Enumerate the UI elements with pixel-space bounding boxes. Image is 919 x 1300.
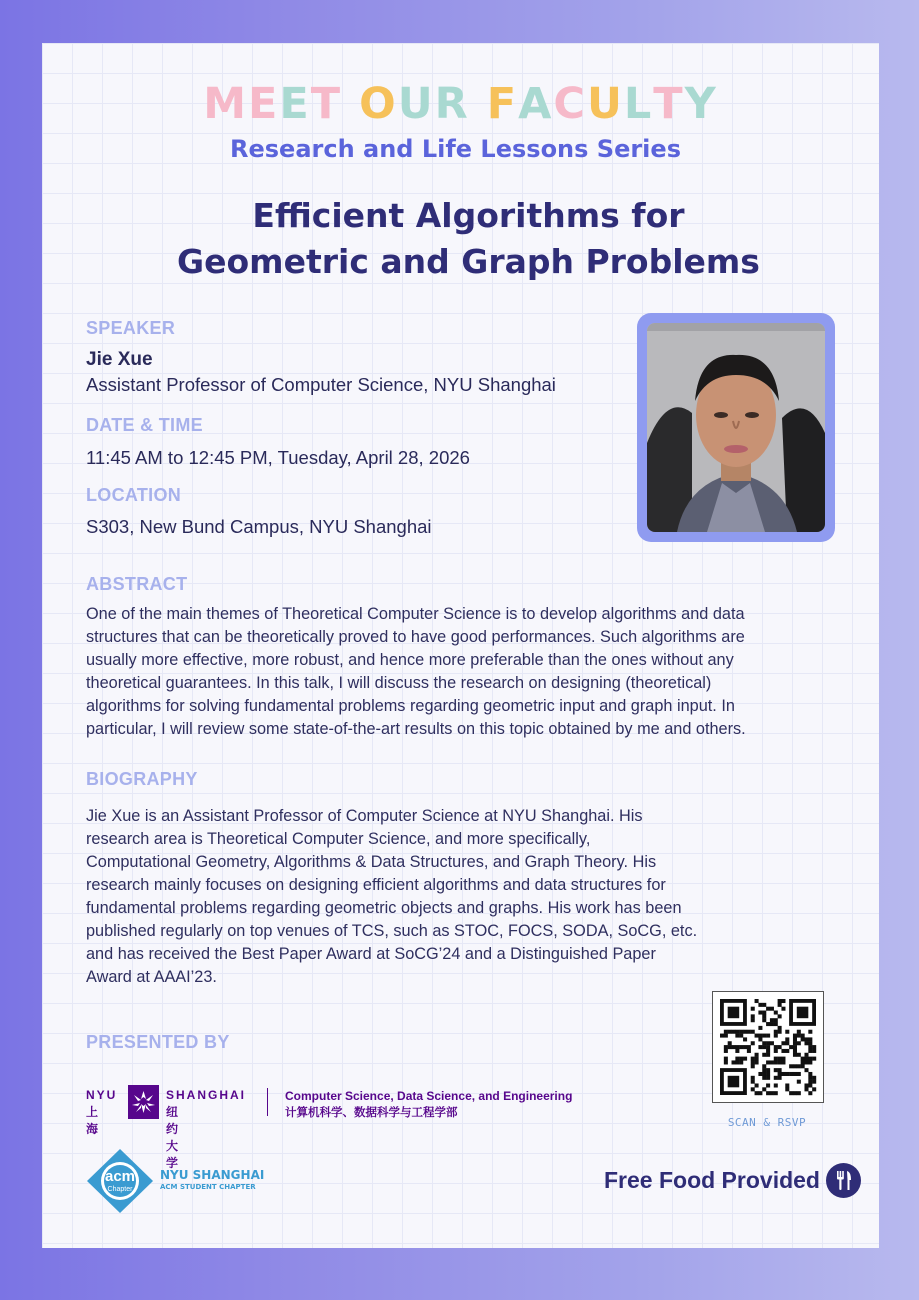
shanghai-wordmark: SHANGHAI <box>166 1088 247 1102</box>
datetime-label: DATE & TIME <box>86 415 203 435</box>
speaker-label: SPEAKER <box>86 318 176 338</box>
headline-letter: Y <box>684 79 718 129</box>
headline-letter <box>470 79 487 129</box>
nyu-wordmark-cn: 上海 <box>86 1105 101 1136</box>
department-name: Computer Science, Data Science, and Engineering <box>285 1089 573 1103</box>
headline-letter <box>342 79 359 129</box>
biography-line: research area is Theoretical Computer Science, and more specifically, <box>86 830 591 848</box>
abstract-text <box>86 603 806 741</box>
shanghai-wordmark-cn: 纽 约 大 学 <box>166 1105 180 1170</box>
free-food-text: Free Food Provided <box>604 1167 820 1193</box>
headline-letter: E <box>248 79 280 129</box>
abstract-line: particular, I will review some state-of-the-art results on this topic obtained by me and others. <box>86 720 746 738</box>
location-value: S303, New Bund Campus, NYU Shanghai <box>86 516 432 537</box>
department-name-cn: 计算机科学、数据科学与工程学部 <box>285 1105 458 1119</box>
headline-letter: A <box>518 79 554 129</box>
biography-line: and has received the Best Paper Award at SoCG’24 and a Distinguished Paper <box>86 945 656 963</box>
speaker-photo <box>647 323 825 532</box>
speaker-photo-frame <box>637 313 835 542</box>
location-label: LOCATION <box>86 485 182 505</box>
acm-chapter-subname: ACM STUDENT CHAPTER <box>160 1183 256 1191</box>
headline-letter: T <box>310 79 343 129</box>
headline-letter: U <box>586 79 624 129</box>
presented-by-label: PRESENTED BY <box>86 1032 230 1052</box>
poster-sheet <box>42 43 879 1248</box>
biography-line: published regularly on top venues of TCS, such as STOC, FOCS, SODA, SoCG, etc. <box>86 922 698 940</box>
headline-letter: F <box>486 79 519 129</box>
headline-letter: E <box>279 79 311 129</box>
speaker-affiliation: Assistant Professor of Computer Science, NYU Shanghai <box>86 374 556 395</box>
talk-title-line-2: Geometric and Graph Problems <box>177 242 760 281</box>
biography-text <box>86 805 746 989</box>
series-subtitle: Research and Life Lessons Series <box>230 135 681 163</box>
nyu-wordmark: NYU <box>86 1088 118 1102</box>
biography-line: Jie Xue is an Assistant Professor of Computer Science at NYU Shanghai. His <box>86 807 643 825</box>
speaker-portrait-illustration <box>647 323 825 532</box>
abstract-label: ABSTRACT <box>86 574 188 594</box>
meet-our-faculty-headline <box>42 79 879 129</box>
rsvp-qr-code[interactable] <box>712 991 824 1103</box>
headline-letter: M <box>203 79 249 129</box>
abstract-line: One of the main themes of Theoretical Computer Science is to develop algorithms and data <box>86 605 745 623</box>
headline-letter: C <box>553 79 587 129</box>
logo-divider <box>267 1088 268 1116</box>
fork-knife-icon <box>826 1163 861 1198</box>
nyu-torch-icon <box>128 1085 159 1119</box>
abstract-line: algorithms for solving fundamental problems regarding geometric input and graph input. In <box>86 697 735 715</box>
abstract-line: structures that can be theoretically proved to have good performances. Such algorithms are <box>86 628 745 646</box>
acm-badge-subtext: Chapter <box>107 1186 133 1193</box>
headline-letter: O <box>359 79 398 129</box>
talk-title <box>42 193 895 285</box>
speaker-name: Jie Xue <box>86 349 153 370</box>
biography-line: Award at AAAI’23. <box>86 968 217 986</box>
abstract-line: theoretical guarantees. In this talk, I will discuss the research on designing (theoretical) <box>86 674 712 692</box>
biography-line: fundamental problems regarding geometric objects and graphs. His work has been <box>86 899 682 917</box>
acm-badge-text: acm <box>104 1168 136 1185</box>
acm-chapter-logo <box>86 1148 316 1214</box>
qr-code-pattern <box>713 992 823 1102</box>
biography-line: Computational Geometry, Algorithms & Data Structures, and Graph Theory. His <box>86 853 657 871</box>
biography-label: BIOGRAPHY <box>86 769 198 789</box>
abstract-line: usually more effective, more robust, and hence more preferable than the ones without any <box>86 651 734 669</box>
headline-letter: L <box>623 79 654 129</box>
headline-letter: R <box>434 79 470 129</box>
acm-chapter-name: NYU SHANGHAI <box>160 1168 265 1182</box>
scan-rsvp-caption: SCAN & RSVP <box>727 1116 807 1129</box>
biography-line: research mainly focuses on designing efficient algorithms and data structures for <box>86 876 666 894</box>
talk-title-line-1: Efficient Algorithms for <box>252 196 685 235</box>
headline-letter: U <box>397 79 435 129</box>
headline-letter: T <box>653 79 685 129</box>
datetime-value: 11:45 AM to 12:45 PM, Tuesday, April 28, 2026 <box>86 447 470 468</box>
